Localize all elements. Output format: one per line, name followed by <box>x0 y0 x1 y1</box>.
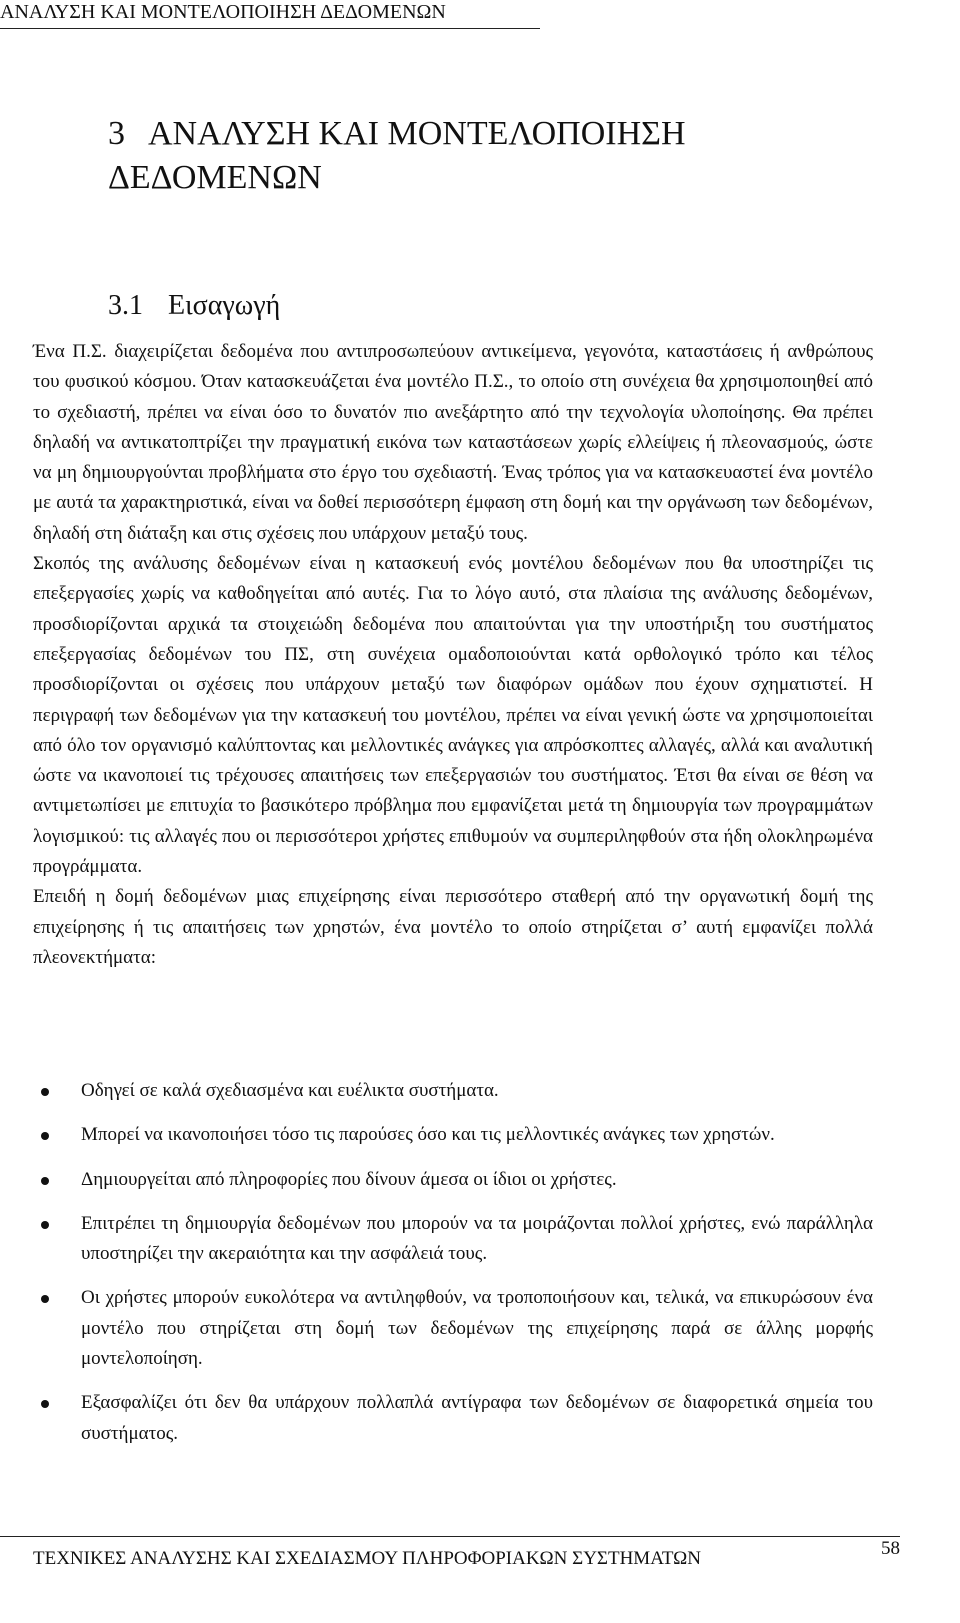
paragraph: Σκοπός της ανάλυσης δεδομένων είναι η κατασκευή ενός μοντέλου δεδομένων που θα υποστηρίζει τις επεξεργασίες χωρίς να καθοδηγείται από αυτές. Για το λόγο αυτό, στα πλαίσια της ανάλυσης δεδομένων, προσδιορίζονται αρχικά τα στοιχειώδη δεδομένα που απαιτούνται για την υποστήριξη του συστήματος επεξεργασίας δεδομένων του ΠΣ, στη συνέχεια ομαδοποιούνται κατά ορθολογικό τρόπο και τέλος προσδιορίζονται οι σχέσεις που υπάρχουν μεταξύ των διαφόρων ομάδων που έχουν σχηματιστεί. Η περιγραφή των δεδομένων για την κατασκευή του μοντέλου, πρέπει να είναι γενική ώστε να χρησιμοποιείται από όλο τον οργανισμό καλύπτοντας και μελλοντικές ανάγκες για απρόσκοπτες αλλαγές, αλλά και αναλυτική ώστε να ικανοποιεί τις τρέχουσες απαιτήσεις των επεξεργασιών του συστήματος. Έτσι θα είναι σε θέση να αντιμετωπίσει με επιτυχία το βασικότερο πρόβλημα που εμφανίζεται μετά τη δημιουργία των προγραμμάτων λογισμικού: τις αλλαγές που οι περισσότεροι χρήστες επιθυμούν να συμπεριληφθούν στα ήδη ολοκληρωμένα προγράμματα. <box>33 553 873 878</box>
list-item-text: Οι χρήστες μπορούν ευκολότερα να αντιληφθούν, να τροποποιήσουν και, τελικά, να επικυρώσουν ένα μοντέλο που στηρίζεται στη δομή των δεδομένων της επιχείρησης παρά σε άλλης μορφής μοντελοποίηση. <box>81 1287 873 1370</box>
body-text <box>33 337 873 973</box>
chapter-title-line2: ΔΕΔΟΜΕΝΩΝ <box>108 159 322 196</box>
footer-book-title: ΤΕΧΝΙΚΕΣ ΑΝΑΛΥΣΗΣ ΚΑΙ ΣΧΕΔΙΑΣΜΟΥ ΠΛΗΡΟΦΟΡΙΑΚΩΝ ΣΥΣΤΗΜΑΤΩΝ <box>33 1548 701 1569</box>
list-item-text: Εξασφαλίζει ότι δεν θα υπάρχουν πολλαπλά αντίγραφα των δεδομένων σε διαφορετικά σημεία του συστήματος. <box>81 1392 873 1444</box>
paragraph: Ένα Π.Σ. διαχειρίζεται δεδομένα που αντιπροσωπεύουν αντικείμενα, γεγονότα, καταστάσεις ή ανθρώπους του φυσικού κόσμου. Όταν κατασκευάζεται ένα μοντέλο Π.Σ., το οποίο στη συνέχεια θα χρησιμοποιηθεί από το σχεδιαστή, πρέπει να είναι όσο το δυνατόν πιο ανεξάρτητο από την τεχνολογία υλοποίησης. Θα πρέπει δηλαδή να αντικατοπτρίζει την πραγματική εικόνα των καταστάσεων χωρίς ελλείψεις ή πλεονασμούς, ώστε να μη δημιουργούνται προβλήματα στο έργο του σχεδιαστή. Ένας τρόπος για να κατασκευαστεί ένα μοντέλο με αυτά τα χαρακτηριστικά, είναι να δοθεί περισσότερη έμφαση στη δομή και την οργάνωση των δεδομένων, δηλαδή στη διάταξη και στις σχέσεις που υπάρχουν μεταξύ τους. <box>33 341 873 544</box>
bullet-icon <box>41 1088 49 1096</box>
section-number: 3.1 <box>108 290 143 321</box>
page-footer <box>0 1536 900 1569</box>
list-item <box>33 1165 873 1195</box>
list-item <box>33 1076 873 1106</box>
bullet-icon <box>41 1177 49 1185</box>
list-item <box>33 1388 873 1449</box>
list-item <box>33 1283 873 1374</box>
paragraph: Επειδή η δομή δεδομένων μιας επιχείρησης είναι περισσότερο σταθερή από την οργανωτική δομή της επιχείρησης ή τις απαιτήσεις των χρηστών, ένα μοντέλο το οποίο στηρίζεται σ’ αυτή εμφανίζει πολλά πλεονεκτήματα: <box>33 886 873 968</box>
page-number: 58 <box>881 1538 900 1559</box>
section-title <box>108 289 280 323</box>
bullet-icon <box>41 1132 49 1140</box>
bullet-icon <box>41 1400 49 1408</box>
bullet-icon <box>41 1221 49 1229</box>
list-item-text: Οδηγεί σε καλά σχεδιασμένα και ευέλικτα συστήματα. <box>81 1080 499 1101</box>
list-item-text: Δημιουργείται από πληροφορίες που δίνουν άμεσα οι ίδιοι οι χρήστες. <box>81 1168 617 1190</box>
list-item-text: Μπορεί να ικανοποιήσει τόσο τις παρούσες όσο και τις μελλοντικές ανάγκες των χρηστών. <box>81 1124 775 1146</box>
chapter-title <box>108 112 868 200</box>
running-header: ΑΝΑΛΥΣΗ ΚΑΙ ΜΟΝΤΕΛΟΠΟΙΗΣΗ ΔΕΔΟΜΕΝΩΝ <box>0 0 540 29</box>
list-item-text: Επιτρέπει τη δημιουργία δεδομένων που μπορούν να τα μοιράζονται πολλοί χρήστες, ενώ παράλληλα υποστηρίζει την ακεραιότητα και την ασφάλειά τους. <box>81 1212 873 1265</box>
list-item <box>33 1120 873 1150</box>
advantages-list <box>33 1076 873 1463</box>
chapter-number: 3 <box>108 115 125 152</box>
bullet-icon <box>41 1295 49 1303</box>
section-title-text: Εισαγωγή <box>168 290 281 321</box>
chapter-title-line1: ΑΝΑΛΥΣΗ ΚΑΙ ΜΟΝΤΕΛΟΠΟΙΗΣΗ <box>148 115 686 152</box>
list-item <box>33 1209 873 1270</box>
